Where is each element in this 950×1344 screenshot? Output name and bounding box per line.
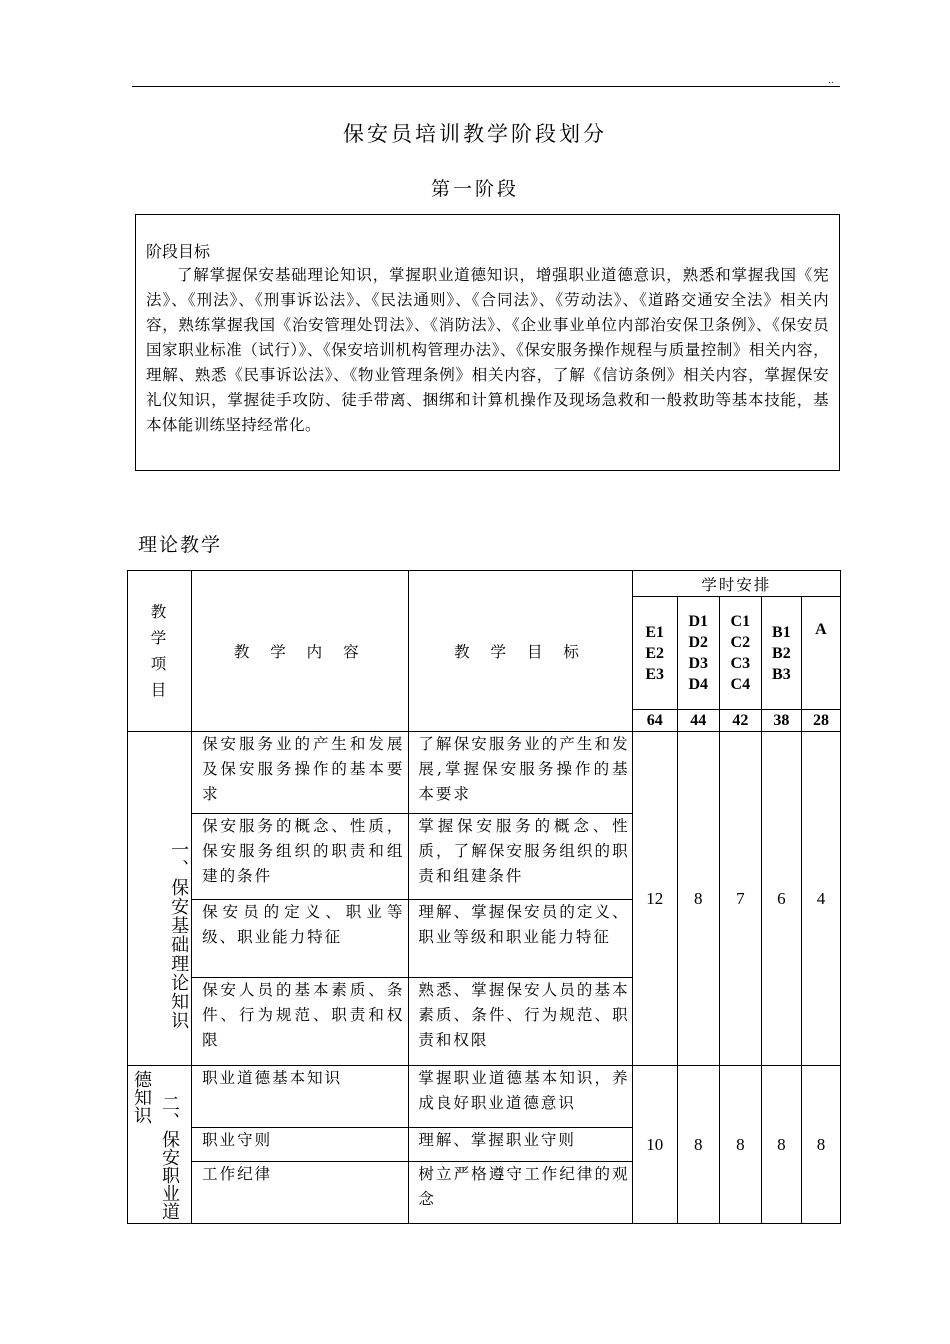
level-group-c: C1 C2 C3 C4 [719, 597, 761, 710]
stage-goal-box [135, 214, 840, 471]
total-hours-d: 44 [677, 710, 719, 732]
section-1-row-2-goal: 掌握保安服务的概念、性质，了解保安服务组织的职责和组建条件 [409, 814, 632, 900]
section-2-hours-e: 10 [632, 1066, 677, 1224]
section-1-row-4-goal: 熟悉、掌握保安人员的基本素质、条件、行为规范、职责和权限 [409, 978, 632, 1066]
header-teaching-content: 教 学 内 容 [192, 571, 409, 732]
section-2-row-2-goal: 理解、掌握职业守则 [409, 1128, 632, 1162]
section-1-hours-a: 4 [801, 732, 840, 1066]
document-title: 保安员培训教学阶段划分 [343, 122, 607, 146]
level-group-e: E1 E2 E3 [632, 597, 677, 710]
section-1-row-1-goal: 了解保安服务业的产生和发展,掌握保安服务操作的基本要求 [409, 732, 632, 814]
header-teaching-goal: 教 学 目 标 [409, 571, 632, 732]
section-1-row-2-content: 保安服务的概念、性质，保安服务组织的职责和组建的条件 [192, 814, 409, 900]
section-2-label-line-1: 二、保安职业道 [159, 1094, 180, 1220]
stage-goal-heading: 阶段目标 [146, 242, 211, 261]
section-1-row-3-goal: 理解、掌握保安员的定义、职业等级和职业能力特征 [409, 900, 632, 978]
section-1-row-1-content: 保安服务业的产生和发展及保安服务操作的基本要求 [192, 732, 409, 814]
header-teaching-project: 教学项目 [128, 571, 192, 732]
section-1-hours-d: 8 [677, 732, 719, 1066]
level-group-d: D1 D2 D3 D4 [677, 597, 719, 710]
stage-title: 第一阶段 [430, 178, 519, 200]
section-1-hours-e: 12 [632, 732, 677, 1066]
section-2-row-3-content: 工作纪律 [192, 1162, 409, 1224]
section-1-row-3-content: 保安员的定义、职业等级、职业能力特征 [192, 900, 409, 978]
total-hours-a: 28 [801, 710, 840, 732]
section-1-hours-c: 7 [719, 732, 761, 1066]
section-1-row-4-content: 保安人员的基本素质、条件、行为规范、职责和权限 [192, 978, 409, 1066]
section-1-label: 一、保安基础理论知识 [128, 732, 192, 1066]
header-mark: .. [828, 76, 834, 86]
section-label-theory: 理论教学 [138, 534, 223, 556]
header-hours-schedule: 学时安排 [632, 571, 840, 597]
level-group-b: B1 B2 B3 [761, 597, 801, 710]
section-2-label [128, 1066, 192, 1224]
stage-goal-text: 了解掌握保安基础理论知识，掌握职业道德知识，增强职业道德意识，熟悉和掌握我国《宪法》、《刑法》、《刑事诉讼法》、《民法通则》、《合同法》、《劳动法》、《道路交通安全法》相关内容，熟练掌握我国《治安管理处罚法》、《消防法》、《企业事业单位内部治安保卫条例》、《保安员国家职业标准（试行）》、《保安培训机构管理办法》、《保安服务操作规程与质量控制》相关内容，理解、熟悉《民事诉讼法》、《物业管理条例》相关内容，了解《信访条例》相关内容，掌握保安礼仪知识，掌握徒手攻防、徒手带离、捆绑和计算机操作及现场急救和一般救助等基本技能，基本体能训练坚持经常化。 [146, 266, 829, 434]
teaching-plan-table [127, 570, 841, 1224]
section-2-hours-a: 8 [801, 1066, 840, 1224]
section-2-row-1-goal: 掌握职业道德基本知识，养成良好职业道德意识 [409, 1066, 632, 1128]
level-group-a: A [801, 597, 840, 710]
section-2-row-1-content: 职业道德基本知识 [192, 1066, 409, 1128]
total-hours-c: 42 [719, 710, 761, 732]
section-2-row-2-content: 职业守则 [192, 1128, 409, 1162]
total-hours-e: 64 [632, 710, 677, 732]
section-1-hours-b: 6 [761, 732, 801, 1066]
header-rule [132, 86, 840, 87]
section-2-hours-b: 8 [761, 1066, 801, 1224]
section-2-hours-d: 8 [677, 1066, 719, 1224]
total-hours-b: 38 [761, 710, 801, 732]
section-2-row-3-goal: 树立严格遵守工作纪律的观念 [409, 1162, 632, 1224]
section-2-label-line-2: 德知识 [131, 1070, 152, 1124]
section-2-hours-c: 8 [719, 1066, 761, 1224]
